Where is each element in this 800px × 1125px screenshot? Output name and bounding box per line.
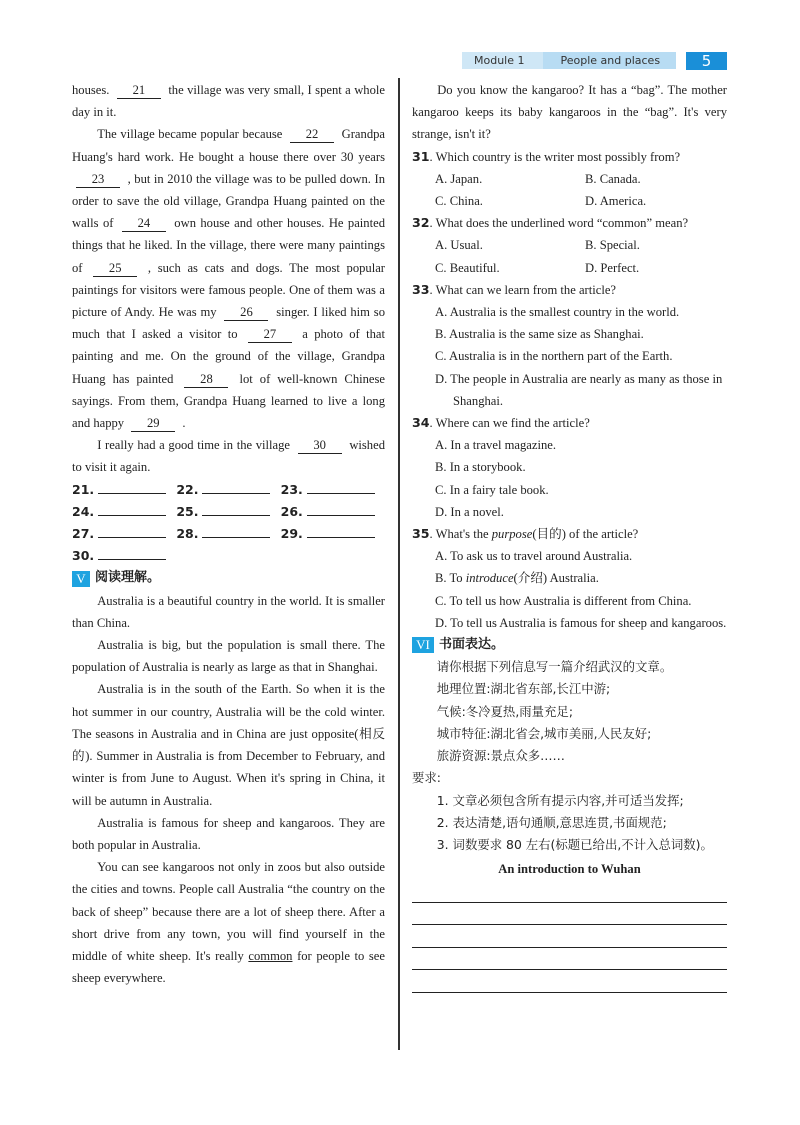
text: . Where can we find the article? (429, 416, 590, 431)
reading-paragraph: Do you know the kangaroo? It has a “bag”. The mother kangaroo keeps its baby kangaroos in the “bag”. It's very strange, isn't it? (412, 83, 727, 142)
answer-slot (281, 479, 385, 501)
answer-blank[interactable]: 24 (122, 216, 166, 232)
answer-line[interactable] (98, 523, 166, 538)
answer-slot (72, 501, 176, 523)
text: . What's the (429, 527, 492, 542)
option[interactable]: A. Japan. (435, 171, 483, 186)
reading-passage (72, 590, 385, 990)
option[interactable]: D. To tell us Australia is famous for sheep and kangaroos. (435, 615, 727, 630)
option[interactable]: B. Australia is the same size as Shanghai. (435, 327, 644, 342)
requirement: 3. 词数要求 80 左右(标题已给出,不计入总词数)。 (436, 836, 713, 852)
answer-blank[interactable]: 25 (93, 261, 137, 277)
option[interactable]: D. America. (585, 194, 647, 209)
option[interactable]: C. In a fairy tale book. (435, 482, 549, 497)
text: (介绍) Australia. (513, 571, 599, 586)
info-line: 城市特征:湖北省会,城市美丽,人民友好; (436, 725, 652, 741)
requirement: 1. 文章必须包含所有提示内容,并可适当发挥; (436, 792, 684, 808)
question-stem (412, 279, 727, 301)
info-line: 气候:冬冷夏热,雨量充足; (436, 703, 573, 719)
text: I really had a good time in the village (97, 438, 290, 453)
info-line: 旅游资源:景点众多…… (436, 748, 565, 764)
text: a photo of that painting and me. On the ground of the village, Grandpa Huang has painted (72, 327, 385, 386)
options (412, 168, 727, 212)
answer-slot (176, 501, 280, 523)
reading-paragraph (72, 634, 385, 678)
answer-slot (72, 545, 176, 567)
answer-slot (176, 479, 280, 501)
answer-line[interactable] (98, 545, 166, 560)
section-v-heading (72, 567, 385, 589)
options (412, 301, 727, 412)
question-number: 34 (412, 415, 430, 431)
page-number: 5 (686, 52, 727, 70)
answer-number: 28. (176, 526, 199, 542)
answer-line[interactable] (98, 479, 166, 494)
option[interactable]: C. Australia is in the northern part of the Earth. (435, 349, 673, 364)
running-header (462, 52, 676, 69)
left-column (72, 79, 385, 989)
text: . What does the underlined word “common” mean? (429, 216, 689, 231)
answer-blank[interactable]: 30 (298, 438, 342, 454)
answer-blank[interactable]: 29 (131, 416, 175, 432)
option[interactable] (412, 567, 727, 589)
answer-line[interactable] (307, 523, 375, 538)
answer-blank[interactable]: 21 (117, 83, 161, 99)
answer-grid (72, 479, 385, 568)
option[interactable]: A. To ask us to travel around Australia. (435, 549, 633, 564)
option[interactable]: C. China. (435, 194, 483, 209)
answer-blank[interactable]: 28 (184, 372, 228, 388)
answer-number: 29. (280, 526, 303, 542)
reading-paragraph (72, 590, 385, 634)
section-badge: V (72, 571, 90, 587)
question-list (412, 146, 727, 634)
option[interactable]: B. Special. (585, 238, 640, 253)
answer-number: 26. (280, 503, 303, 519)
writing-line[interactable] (412, 970, 727, 993)
question-stem (412, 146, 727, 168)
question-33 (412, 279, 727, 412)
answer-number: 21. (72, 481, 95, 497)
text: Australia is famous for sheep and kangaroos. They are both popular in Australia. (72, 815, 385, 852)
writing-lines (412, 880, 727, 993)
answer-line[interactable] (202, 523, 270, 538)
text: for people to see sheep everywhere. (72, 948, 385, 986)
answer-number: 22. (176, 481, 199, 497)
section-label: People and places (543, 52, 677, 69)
answer-blank[interactable]: 22 (290, 127, 334, 143)
options (412, 234, 727, 278)
text: Australia is in the south of the Earth. So when it is the hot summer in our country, Australia will be the cold winter. The seasons in Australia and in China are just opposite(相反的). Summer in Australia is from December to February, and winter is from June to August. When it's spring in China, it will be autumn in Australia. (72, 682, 385, 808)
question-stem (412, 412, 727, 434)
answer-number: 24. (72, 503, 95, 519)
answer-blank[interactable]: 23 (76, 172, 120, 188)
question-number: 33 (412, 281, 430, 297)
question-number: 32 (412, 215, 430, 231)
text: You can see kangaroos not only in zoos but also outside the cities and towns. People call Australia “the country on the back of sheep” because there are a lot of sheep there. After a short drive from any town, you will find yourself in the middle of white sheep. It's really (72, 860, 385, 963)
text: (目的) of the article? (532, 527, 639, 542)
answer-slot (72, 523, 176, 545)
reading-paragraph (72, 812, 385, 856)
option[interactable]: A. Australia is the smallest country in the world. (435, 305, 680, 320)
answer-line[interactable] (202, 479, 270, 494)
option[interactable]: A. Usual. (435, 238, 483, 253)
option[interactable]: D. Perfect. (585, 260, 640, 275)
options (412, 434, 727, 523)
option[interactable]: C. To tell us how Australia is different from China. (435, 593, 692, 608)
section-badge: VI (412, 637, 434, 653)
right-column (412, 79, 727, 993)
text: the village was very small, I spent a whole day in it. (72, 83, 385, 120)
option[interactable]: D. In a novel. (435, 504, 504, 519)
question-stem (412, 212, 727, 234)
answer-number: 30. (72, 548, 95, 564)
answer-number: 23. (280, 481, 303, 497)
text: wished to visit it again. (72, 438, 385, 475)
italic-word: introduce (465, 571, 514, 586)
answer-slot (176, 523, 280, 545)
answer-line[interactable] (202, 501, 270, 516)
underlined-word: common (248, 948, 293, 963)
info-line: 地理位置:湖北省东部,长江中游; (436, 681, 611, 697)
section-title: 阅读理解。 (95, 570, 161, 586)
options (412, 545, 727, 634)
answer-blank[interactable]: 27 (248, 327, 292, 343)
writing-line[interactable] (412, 925, 727, 948)
text: Australia is big, but the population is small there. The population of Australia is nearly as large as that in Shanghai. (72, 638, 385, 675)
cloze-paragraph (72, 123, 385, 434)
cloze-passage (72, 79, 385, 479)
answer-slot (281, 501, 385, 523)
answer-slot (72, 479, 176, 501)
reading-paragraph (72, 678, 385, 811)
option[interactable]: C. Beautiful. (435, 260, 500, 275)
text: own house and other houses. He painted things that he liked. In the village, there were many paintings of (72, 216, 385, 275)
question-number: 35 (412, 526, 430, 542)
writing-prompt: 请你根据下列信息写一篇介绍武汉的文章。 (436, 659, 673, 675)
question-number: 31 (412, 148, 430, 164)
text: . Which country is the writer most possibly from? (429, 149, 681, 164)
question-34 (412, 412, 727, 523)
option[interactable]: B. Canada. (585, 171, 641, 186)
answer-line[interactable] (307, 501, 375, 516)
cloze-paragraph (72, 434, 385, 478)
text: lot of well-known Chinese sayings. From them, Grandpa Huang learned to live a long and happy (72, 371, 385, 431)
writing-line[interactable] (412, 880, 727, 903)
option[interactable]: D. The people in Australia are nearly as many as those in Shanghai. (435, 371, 723, 408)
text: . What can we learn from the article? (429, 282, 617, 297)
option[interactable]: B. In a storybook. (435, 460, 526, 475)
text: , but in 2010 the village was to be pulled down. In order to save the old village, Grandpa Huang painted on the walls of (72, 171, 385, 231)
text: Australia is a beautiful country in the world. It is smaller than China. (72, 593, 385, 630)
question-31 (412, 146, 727, 213)
module-label: Module 1 (462, 52, 543, 69)
text: . (182, 416, 186, 431)
requirements-label: 要求: (412, 770, 441, 786)
question-stem (412, 523, 727, 545)
question-35 (412, 523, 727, 634)
answer-line[interactable] (307, 479, 375, 494)
text: , such as cats and dogs. The most popular paintings for visitors were famous people. One of them was a picture of Andy. He was my (72, 260, 386, 320)
writing-line[interactable] (412, 903, 727, 926)
answer-number: 25. (176, 503, 199, 519)
reading-paragraph (72, 856, 385, 989)
requirement: 2. 表达清楚,语句通顺,意思连贯,书面规范; (436, 814, 667, 830)
text: B. To (435, 571, 466, 586)
section-title: 书面表达。 (439, 637, 505, 653)
column-divider (398, 78, 400, 1050)
section-vi-heading (412, 634, 727, 656)
cloze-paragraph (72, 79, 385, 123)
essay-title: An introduction to Wuhan (498, 862, 641, 877)
text: singer. I liked him so much that I asked a visitor to (72, 305, 385, 342)
text: The village became popular because (97, 127, 283, 142)
italic-word: purpose (491, 527, 533, 542)
writing-line[interactable] (412, 948, 727, 971)
answer-line[interactable] (98, 501, 166, 516)
question-32 (412, 212, 727, 279)
option[interactable]: A. In a travel magazine. (435, 438, 556, 453)
writing-task (412, 656, 727, 856)
answer-blank[interactable]: 26 (224, 305, 268, 321)
answer-number: 27. (72, 526, 95, 542)
text: houses. (72, 83, 110, 97)
text: Grandpa Huang's hard work. He bought a house there over 30 years (72, 127, 385, 164)
answer-slot (281, 523, 385, 545)
